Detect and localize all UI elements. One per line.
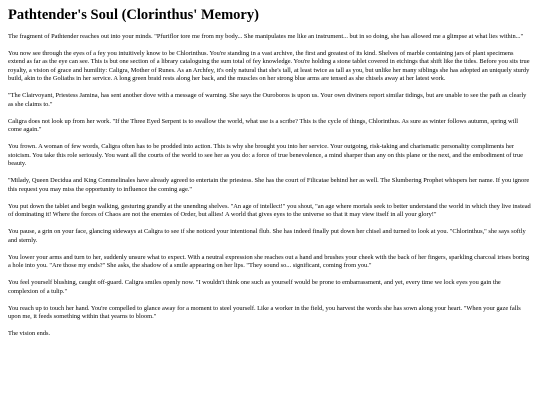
paragraph: You now see through the eyes of a fey you intuitively know to be Chlorinthus. You're standing in a vast archive, the first and greatest of its kind. Shelves of marble containing jars of plant specimens extend as far as the eye can see. This is but one section of a library cataloguing the sum total of fey knowledge. You're holding a stone tablet covered in etchings that shift like the tides. Before you sits true royalty, a vision of grace and humility: Caligra, Mother of Runes. As an Archfey, it's only natural that she's tall, at least twice as tall as you, but unlike her many siblings she has adopted an uniquely sturdy build, akin to the Goliaths in her service. A long green braid rests along her back, and the muscles on her strong blue arms are tensed as she chisels away at her latest work. [8,49,530,83]
paragraph: You pause, a grin on your face, glancing sideways at Caligra to see if she noticed your intentional flub. She has indeed finally put down her chisel and turned to look at you. "Chlorinthus," she says softly and sternly. [8,228,526,244]
page-title: Pathtender's Soul (Clorinthus' Memory) [8,7,259,23]
paragraph: The fragment of Pathtender reaches out into your minds. "Pfuriflor tore me from my body... She manipulates me like an instrument... but in so doing, she has allowed me a glimpse at what lies within..." [8,32,524,40]
paragraph: You put down the tablet and begin walking, gesturing grandly at the unending shelves. "An age of intellect!" you shout, "an age where mortals seek to better understand the world in which they live instead of dominating it! Where the forces of Chaos are not the enemies of Order, but allies! A world that gives eyes to the universe so that it may view itself in all your glory!" [8,202,531,219]
paragraph: "Milady, Queen Decidua and King Commelinales have already agreed to entertain the priestess. She has the court of Filicatae behind her as well. The Slumbering Prophet whispers her name. If you ignore this request you may miss the opportunity to influence the coming age." [8,177,530,193]
paragraph: You feel yourself blushing, caught off-guard. Caligra smiles openly now. "I wouldn't think one such as yourself would be prone to embarrassment, and yet, every time we lock eyes you gain the complexion of a tulip." [8,279,501,295]
paragraph: The vision ends. [8,330,51,338]
paragraph: You lower your arms and turn to her, suddenly unsure what to expect. With a neutral expression she reaches out a hand and brushes your cheek with the back of her fingers, sparkling charcoal irises boring a hole into you. "Are those my ends?" She asks, the shadow of a smile appearing on her lips. "They sound so... significant, coming from you." [8,253,530,270]
paragraph: "The Clairvoyant, Priestess Jamina, has sent another dove with a message of warning. She says the Ouroboros is upon us. Your own diviners report similar tidings, but are unable to see the path as clearly as she claims to." [8,92,527,108]
paragraph: You frown. A woman of few words, Caligra often has to be prodded into action. This is why she brought you into her service. Your outgoing, risk-taking and charismatic personality compliments her stoicism. You take this role seriously. You want all the courts of the world to see her as you do: a force of true benevolence, a mind sharper than any on this plane or the next, and the embodiment of true beauty. [8,143,523,168]
paragraph: Caligra does not look up from her work. "If the Three Eyed Serpent is to swallow the world, what use is a scribe? This is the cycle of things, Chlorinthus. As sure as winter follows autumn, spring will come again." [8,117,518,134]
paragraph: You reach up to touch her hand. You're compelled to glance away for a moment to steel yourself. Like a worker in the field, you harvest the words she has sown along your heart. "When your gaze falls upon me, it feeds something within that yearns to bloom." [8,304,521,321]
